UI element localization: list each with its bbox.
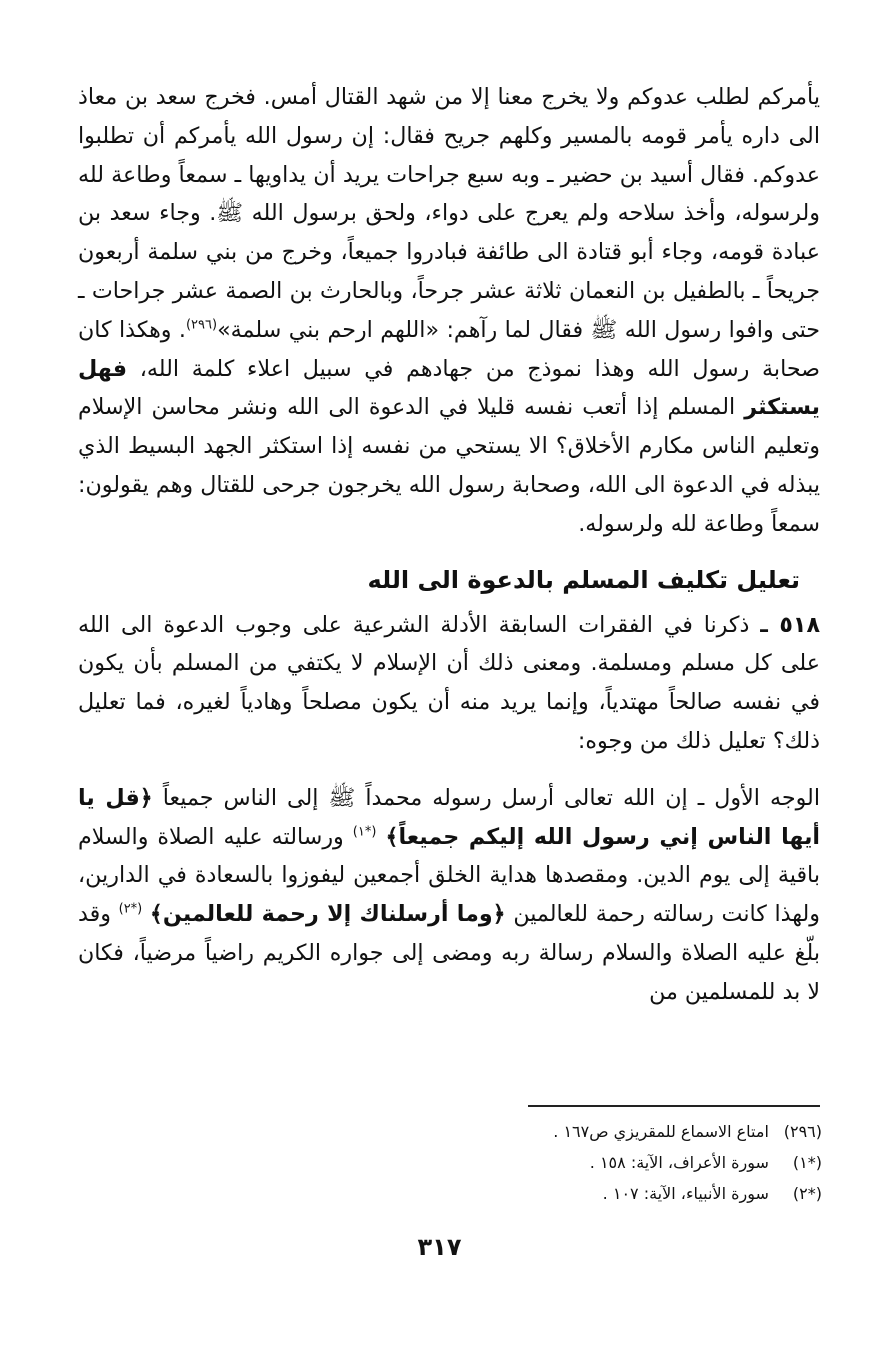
footnote-ref-1: (*١)	[352, 824, 377, 840]
page-body	[78, 78, 820, 1012]
paragraph-1-text-b: . وهكذا كان صحابة رسول الله وهذا نموذج من جهادهم في سبيل اعلاء كلمة الله،	[78, 316, 820, 382]
page-number: ٣١٧	[417, 1233, 462, 1261]
footnote-ref-2: (*٢)	[118, 901, 143, 917]
paragraph-1	[78, 78, 820, 544]
paragraph-2	[78, 606, 820, 761]
footnote-ref-296: (٢٩٦)	[185, 317, 218, 333]
footnote-text: امتاع الاسماع للمقريزي ص١٦٧ .	[553, 1122, 769, 1141]
footnote-mark: (٢٩٦)	[783, 1122, 822, 1141]
quran-quote-2: ﴿وما أرسلناك إلا رحمة للعالمين﴾	[149, 901, 506, 928]
paragraph-2-text: ذكرنا في الفقرات السابقة الأدلة الشرعية على وجوب الدعوة الى الله على كل مسلم ومسلمة. ومعنى ذلك أن الإسلام لا يكتفي من المسلم بأن يكون في نفسه صالحاً مهتدياً، وإنما يريد منه أن يكون مصلحاً وهادياً لغيره، فما تعليل ذلك؟ تعليل ذلك من وجوه:	[78, 611, 820, 754]
footnote-mark: (*١)	[792, 1153, 822, 1172]
footnote-item	[442, 1178, 822, 1209]
footnotes	[442, 1116, 822, 1209]
section-heading: تعليل تكليف المسلم بالدعوة الى الله	[367, 565, 800, 594]
paragraph-3-text-a: الوجه الأول ـ إن الله تعالى أرسل رسوله محمداً ﷺ إلى الناس جميعاً	[162, 784, 820, 811]
footnote-item	[442, 1116, 822, 1147]
footnote-text: سورة الأعراف، الآية: ١٥٨ .	[589, 1153, 769, 1172]
quran-quote-1: ﴿قل يا أيها الناس إني رسول الله إليكم جميعاً﴾	[78, 784, 821, 850]
footnote-text: سورة الأنبياء، الآية: ١٠٧ .	[602, 1184, 769, 1203]
paragraph-3-text-c: وقد بلّغ عليه الصلاة والسلام رسالة ربه ومضى إلى جواره الكريم راضياً مرضياً، فكان لا بد للمسلمين من	[78, 901, 820, 1005]
paragraph-1-text-c: المسلم إذا أتعب نفسه قليلا في الدعوة الى الله ونشر محاسن الإسلام وتعليم الناس مكارم الأخلاق؟ الا يستحي من نفسه إذا استكثر الجهد البسيط الذي يبذله في الدعوة الى الله، وصحابة رسول الله يخرجون جرحى للقتال وهم يقولون: سمعاً وطاعة لله ولرسوله.	[78, 394, 820, 537]
paragraph-number: ٥١٨ ـ	[760, 611, 821, 638]
footnote-divider	[528, 1105, 820, 1107]
footnote-mark: (*٢)	[792, 1184, 822, 1203]
paragraph-1-bold: فهل يستكثر	[78, 355, 820, 421]
paragraph-3	[78, 779, 820, 1012]
footnote-item	[442, 1147, 822, 1178]
paragraph-1-text: يأمركم لطلب عدوكم ولا يخرج معنا إلا من شهد القتال أمس. فخرج سعد بن معاذ الى داره يأمر قومه بالمسير وكلهم جريح فقال: إن رسول الله يأمركم أن تطلبوا عدوكم. فقال أسيد بن حضير ـ وبه سبع جراحات يريد أن يداويها ـ سمعاً وطاعة لله ولرسوله، وأخذ سلاحه ولم يعرج على دواء، ولحق برسول الله ﷺ. وجاء سعد بن عبادة قومه، وجاء أبو قتادة الى طائفة فبادروا جميعاً، وخرج من بني سلمة أربعون جريحاً ـ بالطفيل بن النعمان ثلاثة عشر جرحاً، وبالحارث بن الصمة عشر جراحات ـ حتى وافوا رسول الله ﷺ فقال لما رآهم: «اللهم ارحم بني سلمة»	[78, 84, 820, 343]
paragraph-3-text-b: ورسالته عليه الصلاة والسلام باقية إلى يوم الدين. ومقصدها هداية الخلق أجمعين ليفوزوا بالسعادة في الدارين، ولهذا كانت رسالته رحمة للعالمين	[78, 823, 820, 928]
